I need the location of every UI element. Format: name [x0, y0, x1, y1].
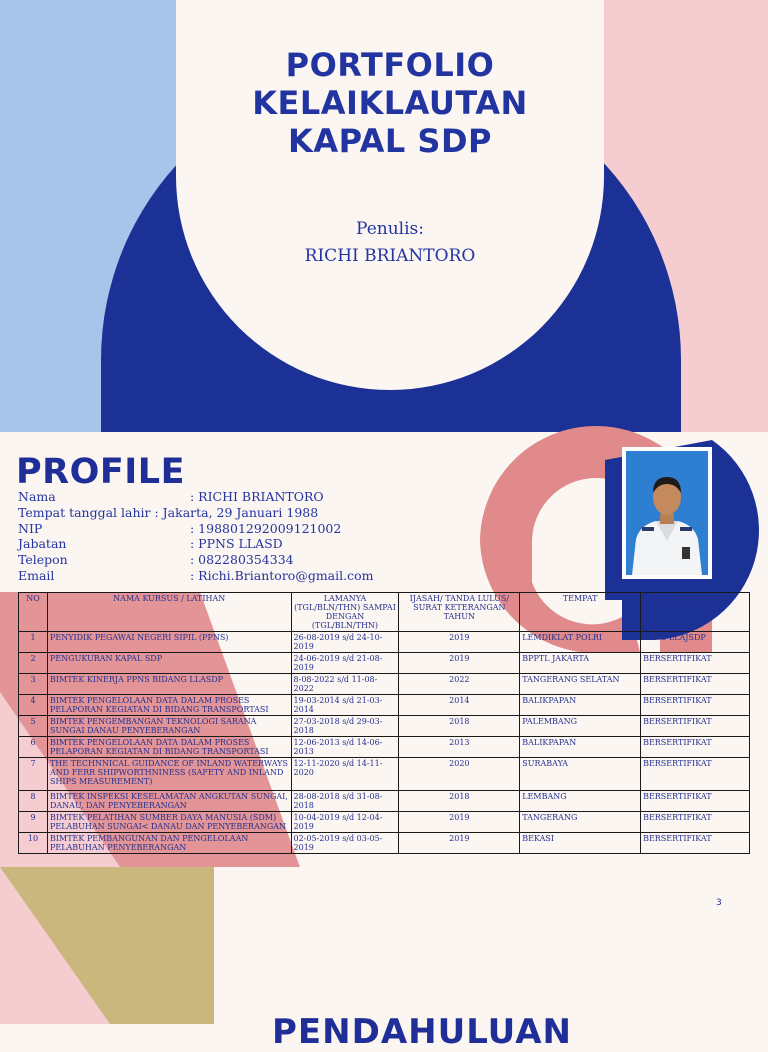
cell-year: 2022	[399, 674, 520, 695]
cell-period: 12-11-2020 s/d 14-11-2020	[291, 758, 399, 791]
cell-note: BERSERTIFIKAT	[641, 812, 750, 833]
cell-note: BERSERTIFIKAT	[641, 716, 750, 737]
cell-no: 5	[19, 716, 48, 737]
field-value: : PPNS LLASD	[190, 536, 283, 551]
olive-triangle-decoration	[0, 867, 214, 1024]
table-row	[19, 653, 750, 674]
next-page-heading: PENDAHULUAN	[272, 1012, 572, 1052]
cell-place: LEMDIKLAT POLRI	[520, 632, 641, 653]
table-row	[19, 833, 750, 854]
table-header-row	[19, 593, 750, 632]
cell-year: 2014	[399, 695, 520, 716]
profile-heading: PROFILE	[16, 452, 185, 492]
cell-note: PPNS LLAJSDP	[641, 632, 750, 653]
cell-no: 6	[19, 737, 48, 758]
field-label: Tempat tanggal lahir : Jakarta, 29 Januari 1988	[18, 505, 319, 520]
cell-no: 1	[19, 632, 48, 653]
cell-no: 10	[19, 833, 48, 854]
table-row	[19, 716, 750, 737]
table-row	[19, 632, 750, 653]
cell-year: 2019	[399, 653, 520, 674]
profile-photo	[622, 447, 712, 579]
cell-period: 26-08-2019 s/d 24-10-2019	[291, 632, 399, 653]
cell-no: 8	[19, 791, 48, 812]
field-value: : Richi.Briantoro@gmail.com	[190, 568, 374, 583]
cell-year: 2013	[399, 737, 520, 758]
cell-no: 2	[19, 653, 48, 674]
cell-course: BIMTEK KINERJA PPNS BIDANG LLASDP	[47, 674, 291, 695]
cell-no: 3	[19, 674, 48, 695]
table-row	[19, 812, 750, 833]
cell-period: 12-06-2013 s/d 14-06-2013	[291, 737, 399, 758]
cell-place: BALIKPAPAN	[520, 695, 641, 716]
cell-period: 28-08-2018 s/d 31-08-2018	[291, 791, 399, 812]
cell-period: 02-05-2019 s/d 03-05-2019	[291, 833, 399, 854]
cover-title	[176, 46, 604, 160]
cell-year: 2019	[399, 632, 520, 653]
field-value: : 082280354334	[190, 552, 294, 567]
author-name: RICHI BRIANTORO	[304, 246, 476, 266]
officer-portrait-image	[626, 451, 708, 575]
author-label: Penulis:	[356, 219, 424, 239]
cell-no: 4	[19, 695, 48, 716]
cell-year: 2019	[399, 833, 520, 854]
col-no: NO	[19, 593, 48, 632]
cell-place: BALIKPAPAN	[520, 737, 641, 758]
field-value: : RICHI BRIANTORO	[190, 489, 324, 504]
cell-year: 2018	[399, 716, 520, 737]
cell-course: BIMTEK INSPEKSI KESELAMATAN ANGKUTAN SUNGAI, DANAU, DAN PENYEBERANGAN	[47, 791, 291, 812]
table-row	[19, 695, 750, 716]
table-row	[19, 791, 750, 812]
field-label: Jabatan	[18, 536, 67, 551]
cell-course: BIMTEK PENGELOLAAN DATA DALAM PROSES PELAPORAN KEGIATAN DI BIDANG TRANSPORTASI	[47, 695, 291, 716]
cell-place: SURABAYA	[520, 758, 641, 791]
cell-place: BEKASI	[520, 833, 641, 854]
cell-course: PENYIDIK PEGAWAI NEGERI SIPIL (PPNS)	[47, 632, 291, 653]
cell-note: BERSERTIFIKAT	[641, 833, 750, 854]
field-label: Telepon	[18, 552, 68, 567]
cell-course: BIMTEK PEMBANGUNAN DAN PENGELOLAAN PELABUHAN PENYEBERANGAN	[47, 833, 291, 854]
cell-note: BERSERTIFIKAT	[641, 674, 750, 695]
cell-period: 27-03-2018 s/d 29-03-2018	[291, 716, 399, 737]
field-label: NIP	[18, 521, 43, 536]
col-course: NAMA KURSUS / LATIHAN	[47, 593, 291, 632]
field-value: : 198801292009121002	[190, 521, 342, 536]
cell-course: BIMTEK PELATIHAN SUMBER DAYA MANUSIA (SDM) PELABUHAN SUNGAI< DANAU DAN PENYEBERANGAN	[47, 812, 291, 833]
cell-place: PALEMBANG	[520, 716, 641, 737]
cell-period: 19-03-2014 s/d 21-03-2014	[291, 695, 399, 716]
cell-course: BIMTEK PENGELOLAAN DATA DALAM PROSES PELAPORAN KEGIATAN DI BIDANG TRANSPORTASI	[47, 737, 291, 758]
cell-no: 9	[19, 812, 48, 833]
field-label: Nama	[18, 489, 56, 504]
cell-place: TANGERANG	[520, 812, 641, 833]
cell-period: 8-08-2022 s/d 11-08-2022	[291, 674, 399, 695]
cell-note: BERSERTIFIKAT	[641, 653, 750, 674]
cell-no: 7	[19, 758, 48, 791]
cell-period: 10-04-2019 s/d 12-04-2019	[291, 812, 399, 833]
cell-course: THE TECHNNICAL GUIDANCE OF INLAND WATERWAYS AND FERR SHIPWORTHNINESS (SAFETY AND INLAND SHIPS MEASUREMENT)	[47, 758, 291, 791]
cell-place: TANGERANG SELATAN	[520, 674, 641, 695]
cell-year: 2020	[399, 758, 520, 791]
col-certificate: IJASAH/ TANDA LULUS/ SURAT KETERANGAN TAHUN	[399, 593, 520, 632]
cover-title-line: KELAIKLAUTAN	[252, 84, 528, 122]
table-row	[19, 674, 750, 695]
col-place: TEMPAT	[520, 593, 641, 632]
profile-page	[0, 432, 768, 867]
cover-title-line: KAPAL SDP	[288, 122, 492, 160]
table-row	[19, 758, 750, 791]
cover-title-line: PORTFOLIO	[285, 46, 495, 84]
col-period: LAMANYA (TGL/BLN/THN) SAMPAI DENGAN (TGL/BLN/THN)	[291, 593, 399, 632]
table-row	[19, 737, 750, 758]
course-table	[18, 592, 750, 854]
cell-note: BERSERTIFIKAT	[641, 695, 750, 716]
cell-note: BERSERTIFIKAT	[641, 791, 750, 812]
cover-page	[0, 0, 768, 432]
cell-course: PENGUKURAN KAPAL SDP	[47, 653, 291, 674]
cell-year: 2018	[399, 791, 520, 812]
col-note: KETERANGAN	[641, 593, 750, 632]
page-number: 3	[716, 898, 722, 908]
cell-place: LEMBANG	[520, 791, 641, 812]
field-label: Email	[18, 568, 55, 583]
cell-period: 24-06-2019 s/d 21-08-2019	[291, 653, 399, 674]
cell-note: BERSERTIFIKAT	[641, 737, 750, 758]
cell-year: 2019	[399, 812, 520, 833]
cell-note: BERSERTIFIKAT	[641, 758, 750, 791]
cell-place: BPPTL JAKARTA	[520, 653, 641, 674]
next-page	[0, 867, 768, 1052]
cell-course: BIMTEK PENGEMBANGAN TEKNOLOGI SARANA SUNGAI DANAU PENYEBERANGAN	[47, 716, 291, 737]
